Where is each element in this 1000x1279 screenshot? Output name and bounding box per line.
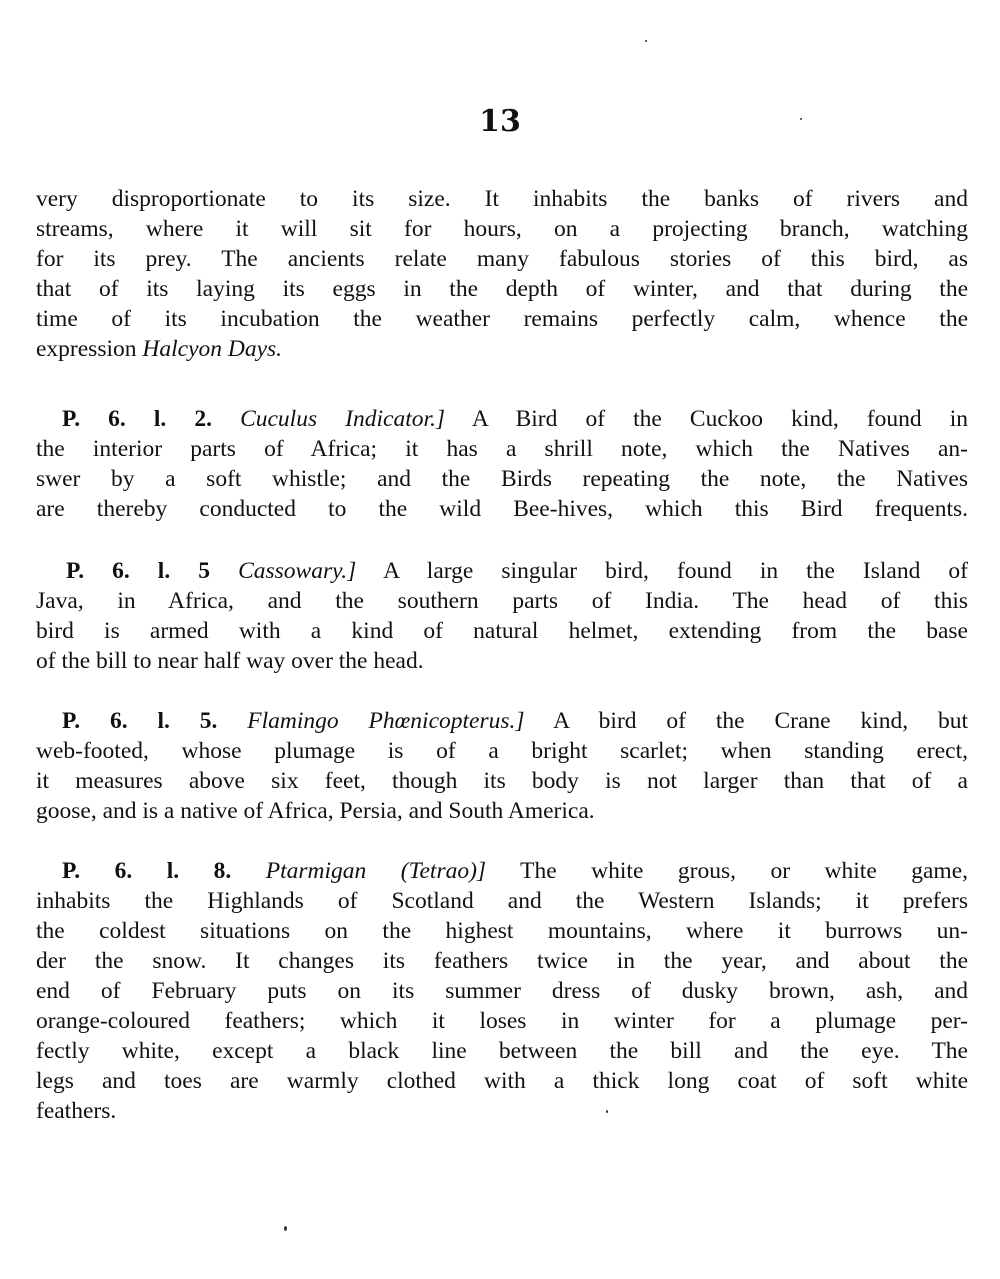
p4-line-4: goose, and is a native of Africa, Persia, and South America. — [36, 798, 595, 824]
p5-line-8: legs and toes are warmly clothed with a thick long coat of soft white — [36, 1068, 968, 1094]
p5-line-4: der the snow. It changes its feathers twice in the year, and about the — [36, 948, 968, 974]
p3-line-1-text: A large singular bird, found in the Island of — [383, 558, 968, 584]
p4-term: Flamingo Phœnicopterus.] — [247, 708, 525, 734]
p4-line-3: it measures above six feet, though its body is not larger than that of a — [36, 768, 968, 794]
p3-term: Cassowary.] — [238, 558, 357, 584]
p3-line-3: bird is armed with a kind of natural helmet, extending from the base — [36, 618, 968, 644]
p2-line-1-text: A Bird of the Cuckoo kind, found in — [471, 406, 969, 432]
p4-reference: P. 6. l. 5. — [62, 708, 218, 734]
p5-line-1-text: The white grous, or white game, — [520, 858, 969, 884]
p1-line-3: for its prey. The ancients relate many fabulous stories of this bird, as — [36, 246, 968, 272]
p2-reference: P. 6. l. 2. — [62, 406, 212, 432]
p4-line-2: web-footed, whose plumage is of a bright scarlet; when standing erect, — [36, 738, 968, 764]
p5-line-6: orange-coloured feathers; which it loses in winter for a plumage per- — [36, 1008, 968, 1034]
p3-reference: P. 6. l. 5 — [66, 558, 211, 584]
halcyon-days-term: Halcyon Days. — [142, 336, 283, 362]
scan-speck — [606, 1110, 608, 1113]
p1-line-1: very disproportionate to its size. It inhabits the banks of rivers and — [36, 186, 968, 212]
p5-reference: P. 6. l. 8. — [62, 858, 232, 884]
p2-term: Cuculus Indicator.] — [240, 406, 446, 432]
p1-line-4: that of its laying its eggs in the depth of winter, and that during the — [36, 276, 968, 302]
page-number: 13 — [479, 104, 521, 139]
p2-line-3: swer by a soft whistle; and the Birds repeating the note, the Natives — [36, 466, 968, 492]
scan-speck — [800, 118, 802, 120]
p5-line-1 — [62, 856, 968, 886]
p2-line-2: the interior parts of Africa; it has a shrill note, which the Natives an- — [36, 436, 968, 462]
p1-line-6: expression Halcyon Days. — [36, 336, 283, 362]
p1-line-5: time of its incubation the weather remains perfectly calm, whence the — [36, 306, 968, 332]
p5-line-7: fectly white, except a black line between the bill and the eye. The — [36, 1038, 968, 1064]
p1-line-2: streams, where it will sit for hours, on a projecting branch, watching — [36, 216, 968, 242]
p3-line-4: of the bill to near half way over the head. — [36, 648, 424, 674]
scan-speck — [284, 1226, 287, 1231]
p3-line-1 — [66, 556, 968, 586]
p5-line-9: feathers. — [36, 1098, 117, 1124]
p5-term: Ptarmigan (Tetrao)] — [265, 858, 487, 884]
p2-line-1 — [62, 404, 968, 434]
p2-line-4: are thereby conducted to the wild Bee-hives, which this Bird frequents. — [36, 496, 968, 522]
p5-line-2: inhabits the Highlands of Scotland and the Western Islands; it prefers — [36, 888, 968, 914]
p4-line-1-text: A bird of the Crane kind, but — [553, 708, 968, 734]
scan-speck — [645, 40, 647, 42]
p5-line-5: end of February puts on its summer dress of dusky brown, ash, and — [36, 978, 968, 1004]
p4-line-1 — [62, 706, 968, 736]
p3-line-2: Java, in Africa, and the southern parts of India. The head of this — [36, 588, 968, 614]
p5-line-3: the coldest situations on the highest mountains, where it burrows un- — [36, 918, 968, 944]
